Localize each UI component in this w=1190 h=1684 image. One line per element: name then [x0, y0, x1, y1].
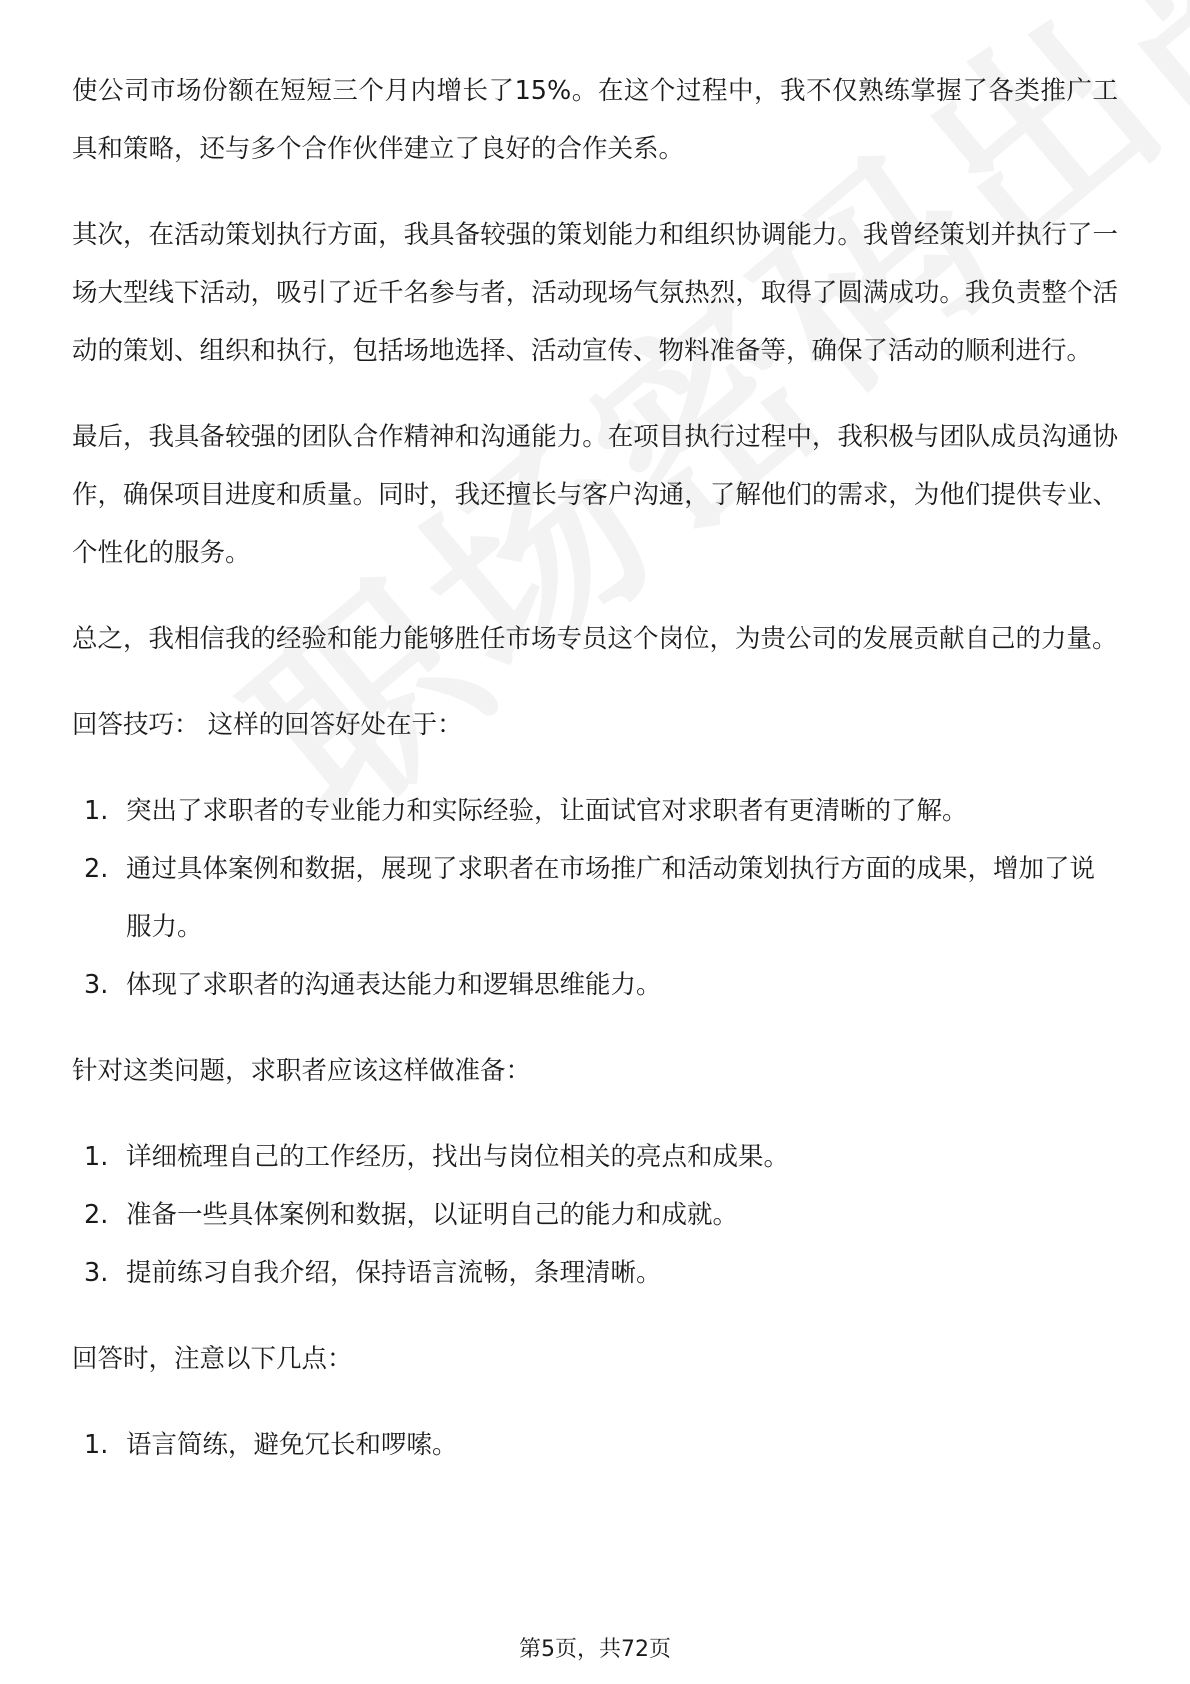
list-item-text: 准备一些具体案例和数据，以证明自己的能力和成就。 — [126, 1200, 739, 1230]
page-footer: 第5页，共72页 — [519, 1637, 671, 1662]
list-item-number: 1. — [84, 1142, 109, 1172]
list-answer-benefits — [72, 782, 1118, 1014]
list-item-number: 2. — [84, 1200, 109, 1230]
document-body — [72, 62, 1118, 1474]
list-notes — [72, 1416, 1118, 1474]
list-item — [72, 956, 1118, 1014]
list-item-text: 语言简练，避免冗长和啰嗦。 — [126, 1430, 458, 1460]
paragraph-event-planning: 其次，在活动策划执行方面，我具备较强的策划能力和组织协调能力。我曾经策划并执行了一场大型线下活动，吸引了近千名参与者，活动现场气氛热烈，取得了圆满成功。我负责整个活动的策划、组织和执行，包括场地选择、活动宣传、物料准备等，确保了活动的顺利进行。 — [72, 220, 1118, 366]
paragraph-notes-heading: 回答时，注意以下几点： — [72, 1344, 353, 1374]
list-item-text: 通过具体案例和数据，展现了求职者在市场推广和活动策划执行方面的成果，增加了说服力。 — [126, 854, 1096, 942]
list-item-text: 提前练习自我介绍，保持语言流畅，条理清晰。 — [126, 1258, 662, 1288]
list-item-text: 详细梳理自己的工作经历，找出与岗位相关的亮点和成果。 — [126, 1142, 790, 1172]
list-item-number: 3. — [84, 970, 109, 1000]
list-item-number: 2. — [84, 854, 109, 884]
list-item — [72, 840, 1118, 956]
paragraph-preparation-heading: 针对这类问题，求职者应该这样做准备： — [72, 1056, 532, 1086]
list-item — [72, 1416, 1118, 1474]
list-item-number: 1. — [84, 796, 109, 826]
list-item — [72, 1128, 1118, 1186]
list-item — [72, 1244, 1118, 1302]
list-item — [72, 782, 1118, 840]
paragraph-teamwork: 最后，我具备较强的团队合作精神和沟通能力。在项目执行过程中，我积极与团队成员沟通协作，确保项目进度和质量。同时，我还擅长与客户沟通，了解他们的需求，为他们提供专业、个性化的服务。 — [72, 422, 1118, 568]
paragraph-answer-tips-heading: 回答技巧： 这样的回答好处在于： — [72, 710, 463, 740]
paragraph-market-share: 使公司市场份额在短短三个月内增长了15%。在这个过程中，我不仅熟练掌握了各类推广工具和策略，还与多个合作伙伴建立了良好的合作关系。 — [72, 76, 1118, 164]
list-item-text: 突出了求职者的专业能力和实际经验，让面试官对求职者有更清晰的了解。 — [126, 796, 968, 826]
list-item-text: 体现了求职者的沟通表达能力和逻辑思维能力。 — [126, 970, 662, 1000]
list-item-number: 1. — [84, 1430, 109, 1460]
list-item-number: 3. — [84, 1258, 109, 1288]
list-item — [72, 1186, 1118, 1244]
list-preparation — [72, 1128, 1118, 1302]
paragraph-conclusion: 总之，我相信我的经验和能力能够胜任市场专员这个岗位，为贵公司的发展贡献自己的力量。 — [72, 624, 1118, 654]
